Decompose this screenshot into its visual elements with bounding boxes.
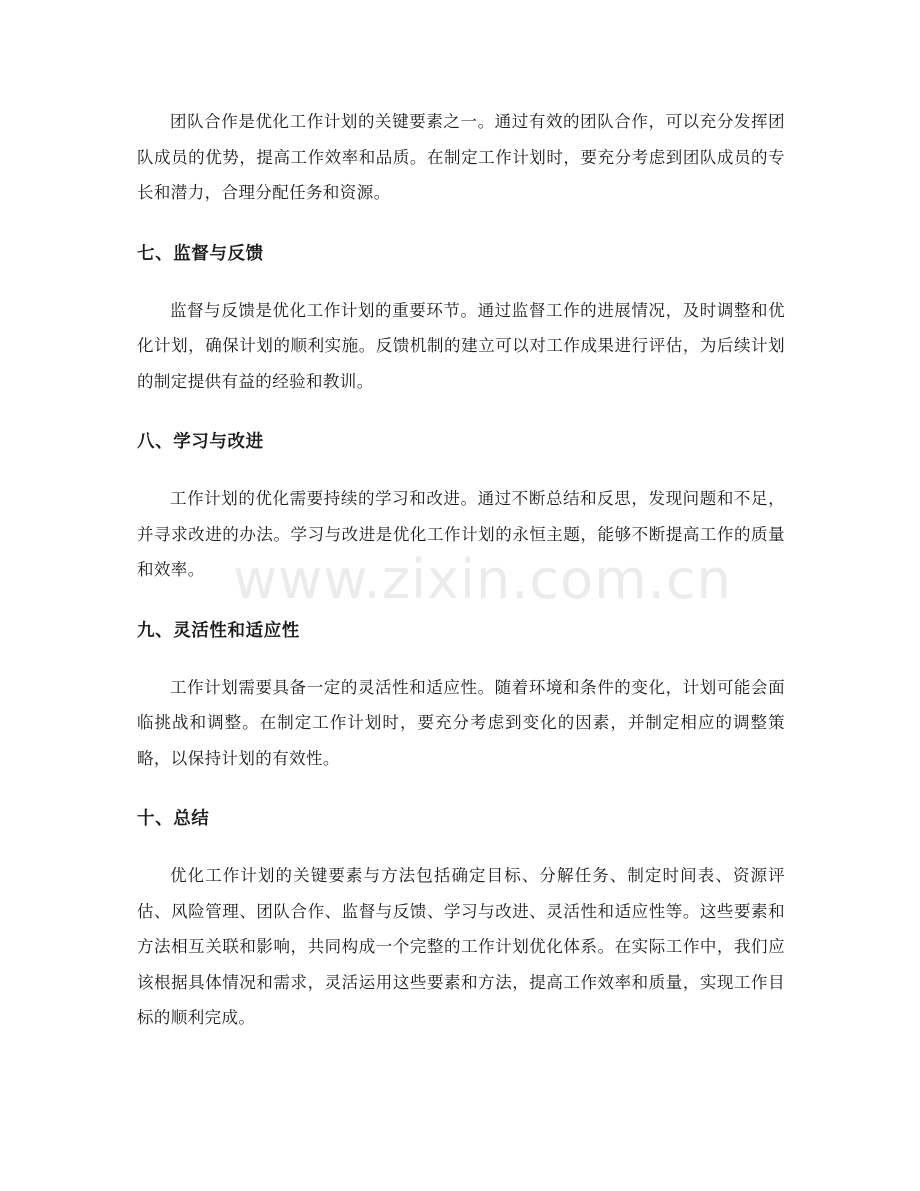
heading-supervision-feedback: 七、监督与反馈 <box>137 243 264 264</box>
heading-learning-improvement: 八、学习与改进 <box>137 432 264 452</box>
paragraph-learning-improvement: 工作计划的优化需要持续的学习和改进。通过不断总结和反思，发现问题和不足，并寻求改进的办法。学习与改进是优化工作计划的永恒主题，能够不断提高工作的质量和效率。 <box>137 489 785 579</box>
paragraph-team-collaboration: 团队合作是优化工作计划的关键要素之一。通过有效的团队合作，可以充分发挥团队成员的优势，提高工作效率和品质。在制定工作计划时，要充分考虑到团队成员的专长和潜力，合理分配任务和资源。 <box>137 112 785 202</box>
watermark-text: www.zixin.com.cn <box>233 548 732 611</box>
document-body <box>137 104 785 1036</box>
paragraph-supervision-feedback: 监督与反馈是优化工作计划的重要环节。通过监督工作的进展情况，及时调整和优化计划，确保计划的顺利实施。反馈机制的建立可以对工作成果进行评估，为后续计划的制定提供有益的经验和教训。 <box>137 300 785 391</box>
paragraph-flexibility-adaptability: 工作计划需要具备一定的灵活性和适应性。随着环境和条件的变化，计划可能会面临挑战和调整。在制定工作计划时，要充分考虑到变化的因素，并制定相应的调整策略，以保持计划的有效性。 <box>137 677 785 768</box>
paragraph-summary: 优化工作计划的关键要素与方法包括确定目标、分解任务、制定时间表、资源评估、风险管理、团队合作、监督与反馈、学习与改进、灵活性和适应性等。这些要素和方法相互关联和影响，共同构成一个完整的工作计划优化体系。在实际工作中，我们应该根据具体情况和需求，灵活运用这些要素和方法，提高工作效率和质量，实现工作目标的顺利完成。 <box>137 866 785 1027</box>
heading-flexibility-adaptability: 九、灵活性和适应性 <box>137 620 300 641</box>
heading-summary: 十、总结 <box>137 809 210 829</box>
